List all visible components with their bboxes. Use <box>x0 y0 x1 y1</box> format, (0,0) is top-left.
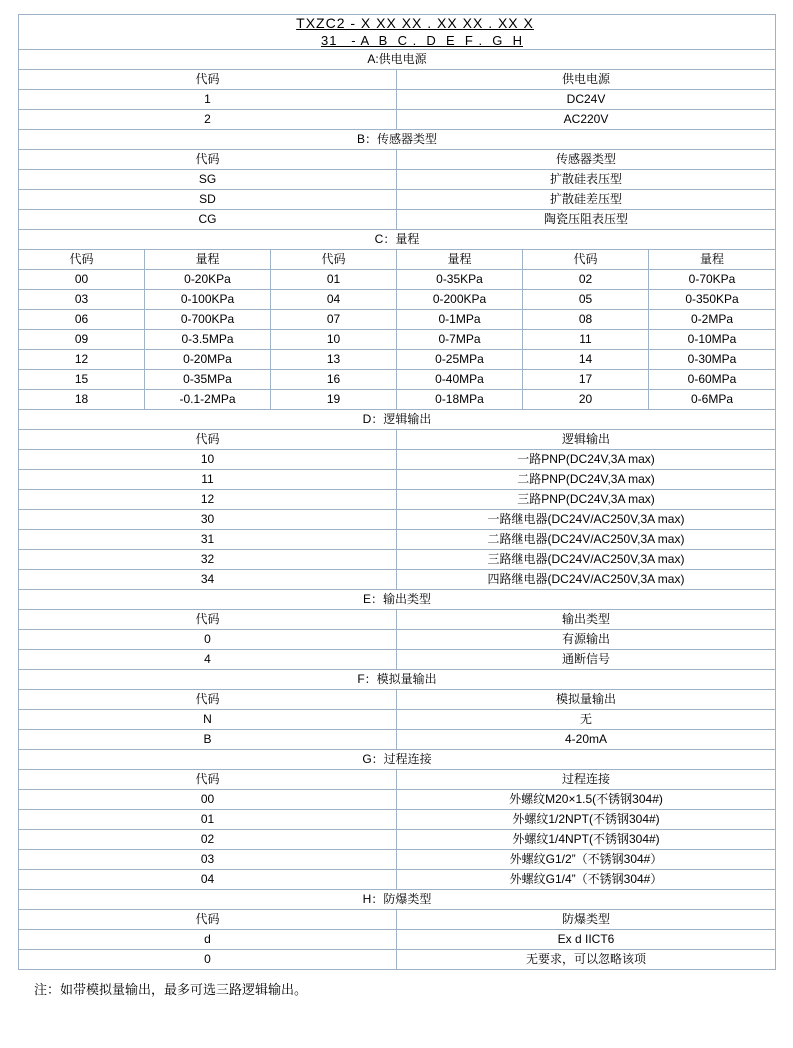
column-header-row <box>19 690 776 710</box>
code-cell: 02 <box>19 830 397 850</box>
code-cell: 4 <box>19 650 397 670</box>
value-cell: 0-40MPa <box>397 370 523 390</box>
value-cell: 0-7MPa <box>397 330 523 350</box>
table-row <box>19 450 776 470</box>
value-cell: 0-60MPa <box>649 370 776 390</box>
table-row <box>19 570 776 590</box>
value-cell: 一路继电器(DC24V/AC250V,3A max) <box>397 510 776 530</box>
column-header-row <box>19 910 776 930</box>
column-header-row <box>19 250 776 270</box>
column-header: 代码 <box>19 70 397 90</box>
code-cell: 00 <box>19 790 397 810</box>
table-row <box>19 830 776 850</box>
table-row <box>19 550 776 570</box>
table-row <box>19 510 776 530</box>
code-cell: d <box>19 930 397 950</box>
value-cell: 扩散硅差压型 <box>397 190 776 210</box>
value-cell: AC220V <box>397 110 776 130</box>
spec-table <box>18 14 776 970</box>
code-cell: 12 <box>19 350 145 370</box>
value-cell: 0-6MPa <box>649 390 776 410</box>
code-cell: 00 <box>19 270 145 290</box>
code-cell: 12 <box>19 490 397 510</box>
code-cell: 01 <box>19 810 397 830</box>
code-cell: 07 <box>271 310 397 330</box>
table-row <box>19 530 776 550</box>
code-cell: 17 <box>523 370 649 390</box>
table-row <box>19 850 776 870</box>
value-cell: 0-100KPa <box>145 290 271 310</box>
table-row <box>19 310 776 330</box>
code-cell: 18 <box>19 390 145 410</box>
code-cell: 01 <box>271 270 397 290</box>
column-header: 量程 <box>145 250 271 270</box>
section-heading-row <box>19 890 776 910</box>
value-cell: 0-700KPa <box>145 310 271 330</box>
code-cell: 15 <box>19 370 145 390</box>
value-cell: 0-25MPa <box>397 350 523 370</box>
value-cell: 0-30MPa <box>649 350 776 370</box>
footer-note: 注：如带模拟量输出，最多可选三路逻辑输出。 <box>34 982 308 997</box>
column-header: 代码 <box>19 690 397 710</box>
column-header: 代码 <box>523 250 649 270</box>
code-cell: 04 <box>271 290 397 310</box>
code-cell: 09 <box>19 330 145 350</box>
section-heading: C：量程 <box>19 230 776 250</box>
value-cell: 外螺纹G1/4”（不锈钢304#） <box>397 870 776 890</box>
section-heading-row <box>19 130 776 150</box>
model-code-title <box>19 15 776 50</box>
section-heading-row <box>19 50 776 70</box>
value-cell: 外螺纹M20×1.5(不锈钢304#) <box>397 790 776 810</box>
table-row <box>19 790 776 810</box>
section-heading: F：模拟量输出 <box>19 670 776 690</box>
code-cell: B <box>19 730 397 750</box>
value-cell: 二路PNP(DC24V,3A max) <box>397 470 776 490</box>
code-cell: 16 <box>271 370 397 390</box>
column-header: 量程 <box>397 250 523 270</box>
table-row <box>19 210 776 230</box>
code-cell: 14 <box>523 350 649 370</box>
section-heading: B：传感器类型 <box>19 130 776 150</box>
value-cell: 0-350KPa <box>649 290 776 310</box>
model-code-line1: TXZC2 - X XX XX . XX XX . XX X <box>296 15 534 31</box>
value-cell: 0-10MPa <box>649 330 776 350</box>
value-cell: 0-20KPa <box>145 270 271 290</box>
code-cell: 03 <box>19 290 145 310</box>
value-cell: 0-2MPa <box>649 310 776 330</box>
table-row <box>19 330 776 350</box>
table-row <box>19 350 776 370</box>
column-header: 量程 <box>649 250 776 270</box>
column-header: 防爆类型 <box>397 910 776 930</box>
column-header: 代码 <box>271 250 397 270</box>
value-cell: 四路继电器(DC24V/AC250V,3A max) <box>397 570 776 590</box>
code-cell: 03 <box>19 850 397 870</box>
table-row <box>19 810 776 830</box>
column-header-row <box>19 70 776 90</box>
code-cell: CG <box>19 210 397 230</box>
code-cell: 20 <box>523 390 649 410</box>
table-row <box>19 650 776 670</box>
column-header: 逻辑输出 <box>397 430 776 450</box>
model-code-line2: 31 - A B C . D E F . G H <box>320 33 524 48</box>
code-cell: 11 <box>19 470 397 490</box>
table-row <box>19 290 776 310</box>
section-heading: H：防爆类型 <box>19 890 776 910</box>
code-cell: 05 <box>523 290 649 310</box>
value-cell: -0.1-2MPa <box>145 390 271 410</box>
section-heading: G：过程连接 <box>19 750 776 770</box>
table-row <box>19 190 776 210</box>
value-cell: DC24V <box>397 90 776 110</box>
value-cell: Ex d IICT6 <box>397 930 776 950</box>
code-cell: 10 <box>271 330 397 350</box>
value-cell: 二路继电器(DC24V/AC250V,3A max) <box>397 530 776 550</box>
value-cell: 4-20mA <box>397 730 776 750</box>
code-cell: 02 <box>523 270 649 290</box>
code-cell: 2 <box>19 110 397 130</box>
value-cell: 0-1MPa <box>397 310 523 330</box>
value-cell: 0-200KPa <box>397 290 523 310</box>
column-header: 代码 <box>19 250 145 270</box>
column-header: 代码 <box>19 610 397 630</box>
section-heading-row <box>19 410 776 430</box>
table-row <box>19 710 776 730</box>
code-cell: N <box>19 710 397 730</box>
column-header: 代码 <box>19 910 397 930</box>
column-header-row <box>19 610 776 630</box>
value-cell: 外螺纹G1/2”（不锈钢304#） <box>397 850 776 870</box>
code-cell: SD <box>19 190 397 210</box>
code-cell: 30 <box>19 510 397 530</box>
value-cell: 0-20MPa <box>145 350 271 370</box>
table-row <box>19 490 776 510</box>
code-cell: 06 <box>19 310 145 330</box>
value-cell: 0-3.5MPa <box>145 330 271 350</box>
table-row <box>19 630 776 650</box>
column-header: 代码 <box>19 770 397 790</box>
code-cell: 34 <box>19 570 397 590</box>
column-header-row <box>19 150 776 170</box>
section-heading: D：逻辑输出 <box>19 410 776 430</box>
code-cell: 11 <box>523 330 649 350</box>
section-heading: E：输出类型 <box>19 590 776 610</box>
code-cell: 13 <box>271 350 397 370</box>
column-header: 供电电源 <box>397 70 776 90</box>
code-cell: 32 <box>19 550 397 570</box>
column-header: 输出类型 <box>397 610 776 630</box>
code-cell: 19 <box>271 390 397 410</box>
column-header: 代码 <box>19 430 397 450</box>
column-header: 代码 <box>19 150 397 170</box>
value-cell: 一路PNP(DC24V,3A max) <box>397 450 776 470</box>
value-cell: 三路继电器(DC24V/AC250V,3A max) <box>397 550 776 570</box>
table-row <box>19 930 776 950</box>
value-cell: 通断信号 <box>397 650 776 670</box>
value-cell: 扩散硅表压型 <box>397 170 776 190</box>
value-cell: 0-18MPa <box>397 390 523 410</box>
table-row <box>19 390 776 410</box>
table-row <box>19 110 776 130</box>
section-heading-row <box>19 590 776 610</box>
value-cell: 三路PNP(DC24V,3A max) <box>397 490 776 510</box>
code-cell: 0 <box>19 630 397 650</box>
code-cell: 04 <box>19 870 397 890</box>
column-header-row <box>19 770 776 790</box>
code-cell: 0 <box>19 950 397 970</box>
code-cell: 08 <box>523 310 649 330</box>
value-cell: 无 <box>397 710 776 730</box>
code-cell: 1 <box>19 90 397 110</box>
table-row <box>19 270 776 290</box>
column-header: 模拟量输出 <box>397 690 776 710</box>
table-row <box>19 370 776 390</box>
value-cell: 陶瓷压阻表压型 <box>397 210 776 230</box>
code-cell: SG <box>19 170 397 190</box>
value-cell: 外螺纹1/4NPT(不锈钢304#) <box>397 830 776 850</box>
value-cell: 0-35MPa <box>145 370 271 390</box>
section-heading-row <box>19 230 776 250</box>
value-cell: 外螺纹1/2NPT(不锈钢304#) <box>397 810 776 830</box>
column-header-row <box>19 430 776 450</box>
table-row <box>19 870 776 890</box>
section-heading-row <box>19 750 776 770</box>
table-row <box>19 90 776 110</box>
table-row <box>19 170 776 190</box>
value-cell: 0-70KPa <box>649 270 776 290</box>
table-row <box>19 470 776 490</box>
value-cell: 有源输出 <box>397 630 776 650</box>
value-cell: 无要求，可以忽略该项 <box>397 950 776 970</box>
column-header: 传感器类型 <box>397 150 776 170</box>
table-row <box>19 730 776 750</box>
section-heading-row <box>19 670 776 690</box>
code-cell: 31 <box>19 530 397 550</box>
value-cell: 0-35KPa <box>397 270 523 290</box>
section-heading: A:供电电源 <box>19 50 776 70</box>
code-cell: 10 <box>19 450 397 470</box>
table-row <box>19 950 776 970</box>
column-header: 过程连接 <box>397 770 776 790</box>
